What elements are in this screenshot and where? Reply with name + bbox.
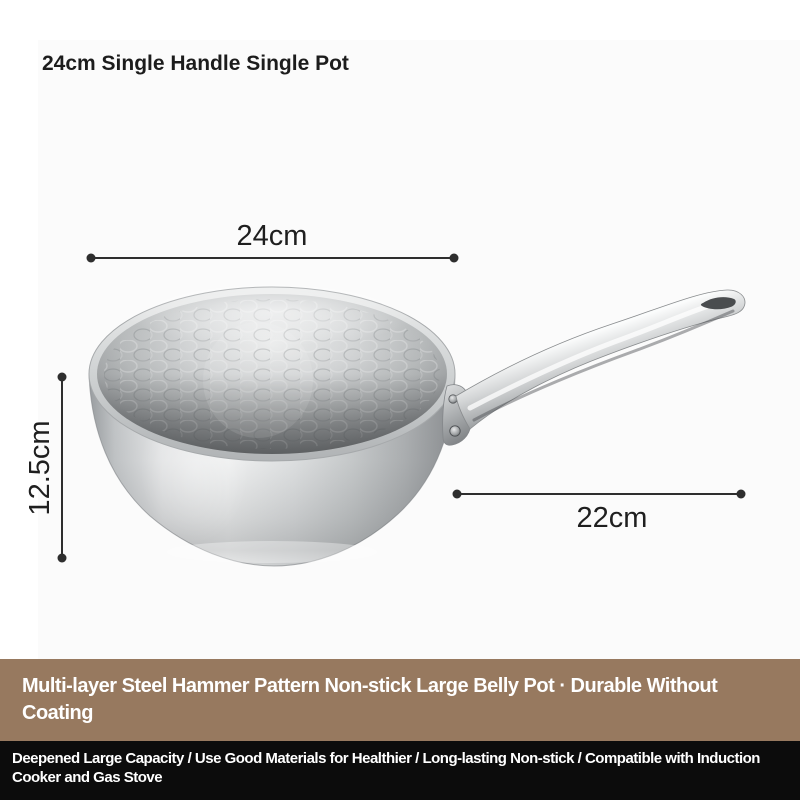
height-label: 12.5cm: [24, 420, 56, 516]
handle-length-label: 22cm: [576, 502, 648, 534]
feature-banner-text: Multi-layer Steel Hammer Pattern Non-stick Large Belly Pot · Durable Without Coating: [22, 675, 718, 724]
pot-inner-bowl: [97, 278, 447, 454]
handle-length-dimension-line: [453, 490, 746, 499]
bowl-center-glow: [203, 322, 313, 438]
height-dimension-line: [58, 373, 67, 563]
footer-text: Deepened Large Capacity / Use Good Materials for Healthier / Long-lasting Non-stick / Compatible with Induction Cooker and Gas Stove: [12, 750, 760, 786]
product-title: 24cm Single Handle Single Pot: [42, 52, 349, 75]
feature-banner: [0, 659, 800, 741]
pot-bottom-reflection: [167, 541, 377, 563]
pot-handle: [456, 290, 745, 429]
footer-bar: [0, 741, 800, 800]
diameter-dimension-line: [87, 254, 459, 263]
diameter-label: 24cm: [236, 220, 308, 252]
rivet-bottom: [450, 426, 460, 436]
